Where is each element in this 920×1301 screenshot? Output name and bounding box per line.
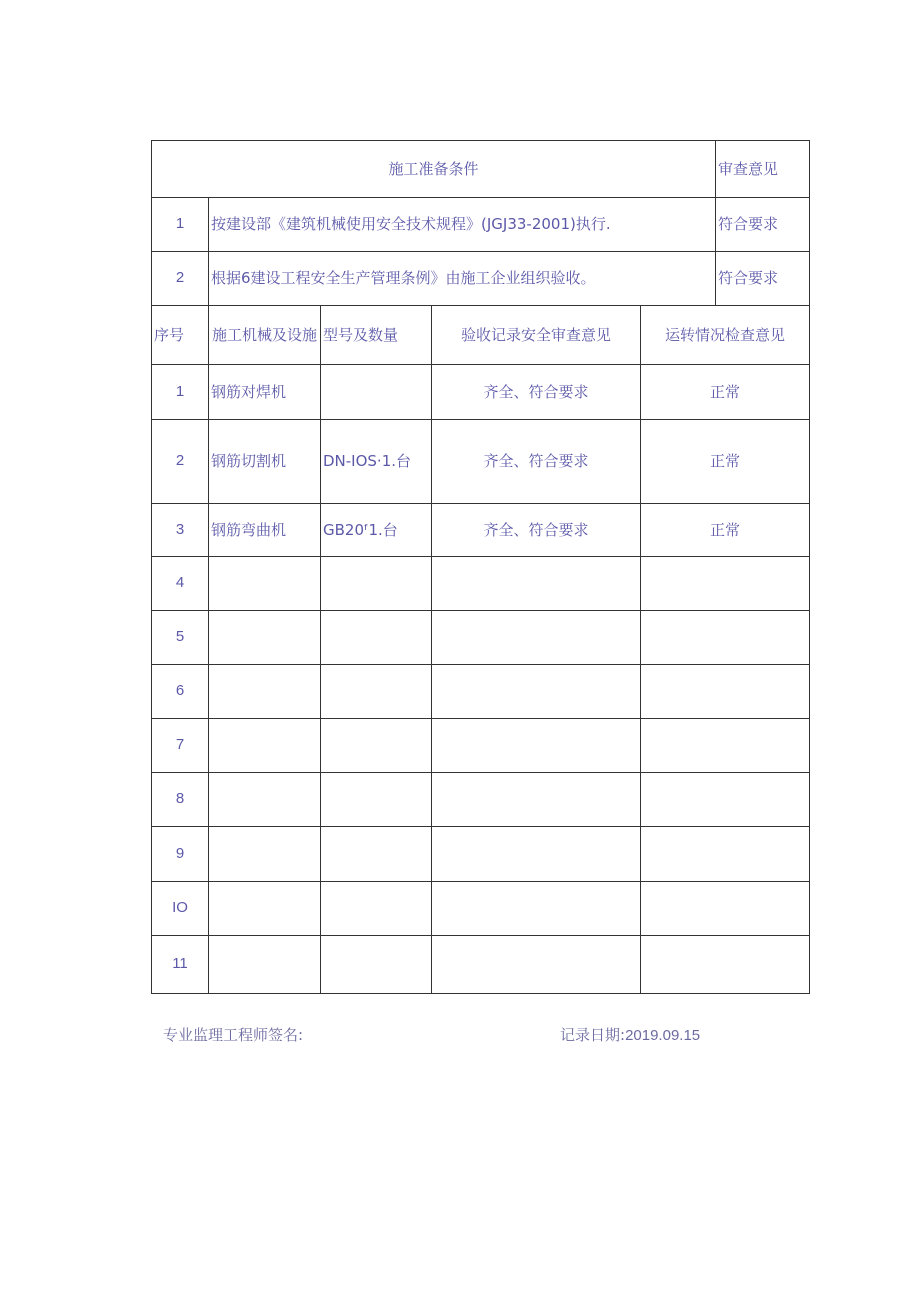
operation-cell [641, 611, 810, 665]
operation-cell: 正常 [641, 504, 810, 557]
equipment-cell: 钢筋切割机 [209, 420, 321, 504]
acceptance-cell [432, 665, 641, 719]
model-cell [321, 611, 432, 665]
table-row [152, 557, 810, 611]
equipment-cell: 钢筋对焊机 [209, 365, 321, 420]
model-cell [321, 557, 432, 611]
column-header-acceptance: 验收记录安全审查意见 [432, 306, 641, 365]
record-date-label: 记录日期: [560, 1026, 626, 1044]
model-cell [321, 827, 432, 882]
acceptance-cell [432, 557, 641, 611]
equipment-cell [209, 719, 321, 773]
operation-cell [641, 557, 810, 611]
model-cell: DN-IOS·1.台 [321, 420, 432, 504]
model-cell [321, 773, 432, 827]
table-row [152, 365, 810, 420]
table-row [152, 773, 810, 827]
operation-cell [641, 882, 810, 936]
condition-opinion: 符合要求 [716, 198, 810, 252]
operation-cell: 正常 [641, 420, 810, 504]
table-row [152, 827, 810, 882]
row-number: 1 [152, 365, 209, 420]
column-header-model: 型号及数量 [321, 306, 432, 365]
row-number: 7 [152, 719, 209, 773]
conditions-header-row [152, 141, 810, 198]
row-number: 4 [152, 557, 209, 611]
condition-row [152, 252, 810, 306]
acceptance-cell [432, 827, 641, 882]
row-number: 9 [152, 827, 209, 882]
model-cell [321, 936, 432, 994]
acceptance-cell: 齐全、符合要求 [432, 420, 641, 504]
column-header-equipment: 施工机械及设施 [209, 306, 321, 365]
row-number: 2 [152, 420, 209, 504]
model-cell [321, 719, 432, 773]
model-cell: GB20ᶠ1.台 [321, 504, 432, 557]
equipment-cell: 钢筋弯曲机 [209, 504, 321, 557]
conditions-header: 施工准备条件 [152, 141, 716, 198]
column-header-seq: 序号 [152, 306, 209, 365]
model-cell [321, 365, 432, 420]
model-cell [321, 665, 432, 719]
acceptance-cell: 齐全、符合要求 [432, 504, 641, 557]
condition-opinion: 符合要求 [716, 252, 810, 306]
engineer-signature-label: 专业监理工程师签名: [163, 1026, 304, 1044]
row-number: 11 [152, 936, 209, 994]
operation-cell [641, 719, 810, 773]
table-row [152, 420, 810, 504]
acceptance-cell [432, 882, 641, 936]
condition-row [152, 198, 810, 252]
acceptance-table [151, 140, 810, 994]
condition-text: 按建设部《建筑机械使用安全技术规程》(JGJ33-2001)执行. [209, 198, 716, 252]
equipment-header-row [152, 306, 810, 365]
table-row [152, 504, 810, 557]
equipment-cell [209, 773, 321, 827]
acceptance-cell: 齐全、符合要求 [432, 365, 641, 420]
review-opinion-header: 审查意见 [716, 141, 810, 198]
condition-number: 2 [152, 252, 209, 306]
model-cell [321, 882, 432, 936]
record-date-value: 2019.09.15 [625, 1027, 701, 1044]
table-row [152, 719, 810, 773]
row-number: 8 [152, 773, 209, 827]
table-row [152, 611, 810, 665]
acceptance-cell [432, 936, 641, 994]
operation-cell [641, 665, 810, 719]
acceptance-cell [432, 773, 641, 827]
operation-cell [641, 827, 810, 882]
row-number: IO [152, 882, 209, 936]
equipment-cell [209, 827, 321, 882]
table-row [152, 882, 810, 936]
row-number: 3 [152, 504, 209, 557]
table-row [152, 665, 810, 719]
record-date [560, 1024, 700, 1045]
equipment-cell [209, 611, 321, 665]
equipment-cell [209, 665, 321, 719]
row-number: 5 [152, 611, 209, 665]
equipment-cell [209, 557, 321, 611]
condition-text: 根据6建设工程安全生产管理条例》由施工企业组织验收。 [209, 252, 716, 306]
condition-number: 1 [152, 198, 209, 252]
equipment-cell [209, 882, 321, 936]
acceptance-cell [432, 719, 641, 773]
operation-cell [641, 936, 810, 994]
equipment-cell [209, 936, 321, 994]
operation-cell [641, 773, 810, 827]
table-row [152, 936, 810, 994]
column-header-operation: 运转情况检查意见 [641, 306, 810, 365]
operation-cell: 正常 [641, 365, 810, 420]
acceptance-cell [432, 611, 641, 665]
row-number: 6 [152, 665, 209, 719]
